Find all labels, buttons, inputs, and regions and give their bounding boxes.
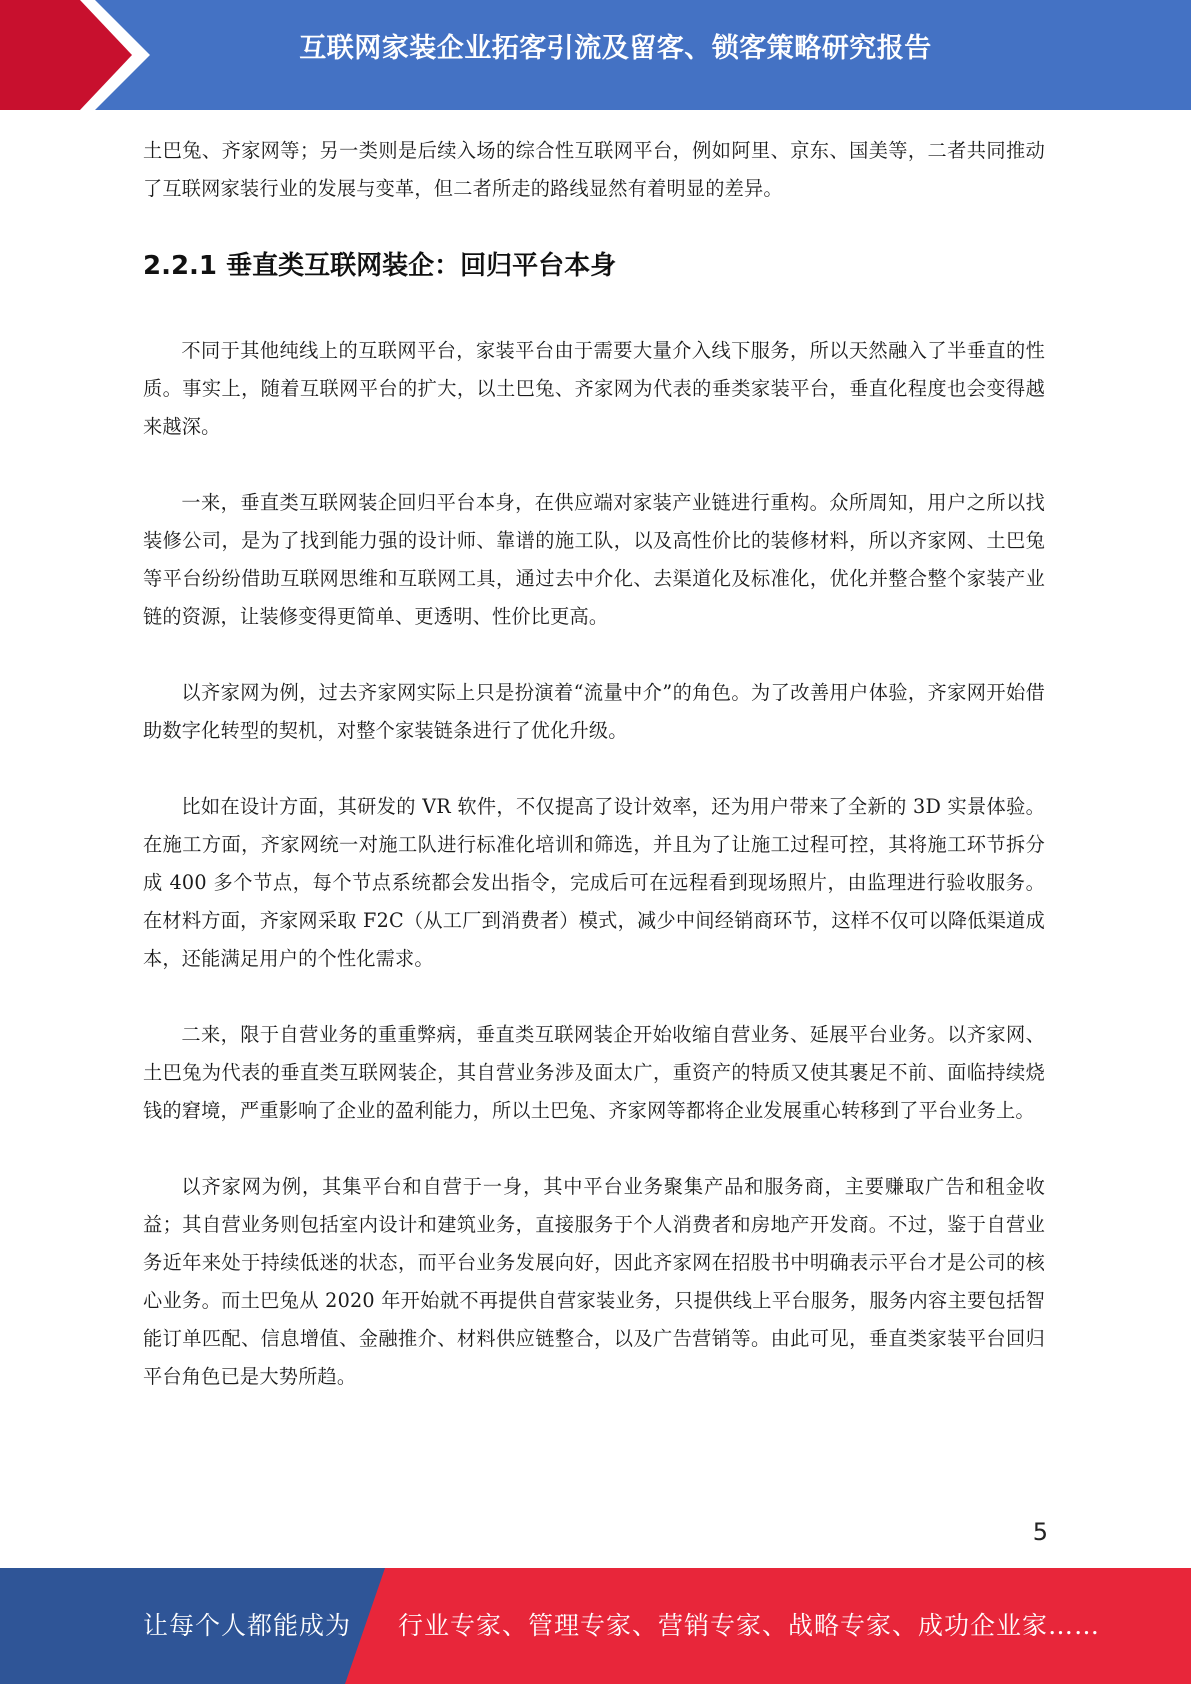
header-chevron-icon [0, 0, 160, 110]
page-header [0, 0, 1191, 110]
paragraph-continued: 土巴兔、齐家网等；另一类则是后续入场的综合性互联网平台，例如阿里、京东、国美等，二者共同推动了互联网家装行业的发展与变革，但二者所走的路线显然有着明显的差异。 [143, 139, 1045, 200]
paragraph: 二来，限于自营业务的重重弊病，垂直类互联网装企开始收缩自营业务、延展平台业务。以齐家网、土巴兔为代表的垂直类互联网装企，其自营业务涉及面太广，重资产的特质又使其裹足不前、面临持续烧钱的窘境，严重影响了企业的盈利能力，所以土巴兔、齐家网等都将企业发展重心转移到了平台业务上。 [143, 1023, 1045, 1122]
paragraph: 以齐家网为例，过去齐家网实际上只是扮演着“流量中介”的角色。为了改善用户体验，齐家网开始借助数字化转型的契机，对整个家装链条进行了优化升级。 [143, 681, 1045, 742]
footer-slogan-right: 行业专家、管理专家、营销专家、战略专家、成功企业家…… [398, 1611, 1101, 1640]
paragraph: 比如在设计方面，其研发的 VR 软件，不仅提高了设计效率，还为用户带来了全新的 3D 实景体验。在施工方面，齐家网统一对施工队进行标准化培训和筛选，并且为了让施工过程可控，其将施工环节拆分成 400 多个节点，每个节点系统都会发出指令，完成后可在远程看到现场照片，由监理进行验收服务。在材料方面，齐家网采取 F2C（从工厂到消费者）模式，减少中间经销商环节，这样不仅可以降低渠道成本，还能满足用户的个性化需求。 [143, 795, 1045, 970]
footer-slogan-left: 让每个人都能成为 [143, 1611, 352, 1640]
paragraph: 以齐家网为例，其集平台和自营于一身，其中平台业务聚集产品和服务商，主要赚取广告和租金收益；其自营业务则包括室内设计和建筑业务，直接服务于个人消费者和房地产开发商。不过，鉴于自营业务近年来处于持续低迷的状态，而平台业务发展向好，因此齐家网在招股书中明确表示平台才是公司的核心业务。而土巴兔从 2020 年开始就不再提供自营家装业务，只提供线上平台服务，服务内容主要包括智能订单匹配、信息增值、金融推介、材料供应链整合，以及广告营销等。由此可见，垂直类家装平台回归平台角色已是大势所趋。 [143, 1175, 1045, 1388]
page-number: 5 [1032, 1518, 1048, 1546]
paragraph: 一来，垂直类互联网装企回归平台本身，在供应端对家装产业链进行重构。众所周知，用户之所以找装修公司，是为了找到能力强的设计师、靠谱的施工队，以及高性价比的装修材料，所以齐家网、土巴兔等平台纷纷借助互联网思维和互联网工具，通过去中介化、去渠道化及标准化，优化并整合整个家装产业链的资源，让装修变得更简单、更透明、性价比更高。 [143, 491, 1045, 628]
header-title: 互联网家装企业拓客引流及留客、锁客策略研究报告 [299, 33, 932, 64]
section-heading: 2.2.1 垂直类互联网装企：回归平台本身 [143, 251, 617, 281]
page-footer [0, 1568, 1191, 1684]
paragraph: 不同于其他纯线上的互联网平台，家装平台由于需要大量介入线下服务，所以天然融入了半垂直的性质。事实上，随着互联网平台的扩大，以土巴兔、齐家网为代表的垂类家装平台，垂直化程度也会变得越来越深。 [143, 339, 1045, 438]
document-body [143, 132, 1045, 1434]
